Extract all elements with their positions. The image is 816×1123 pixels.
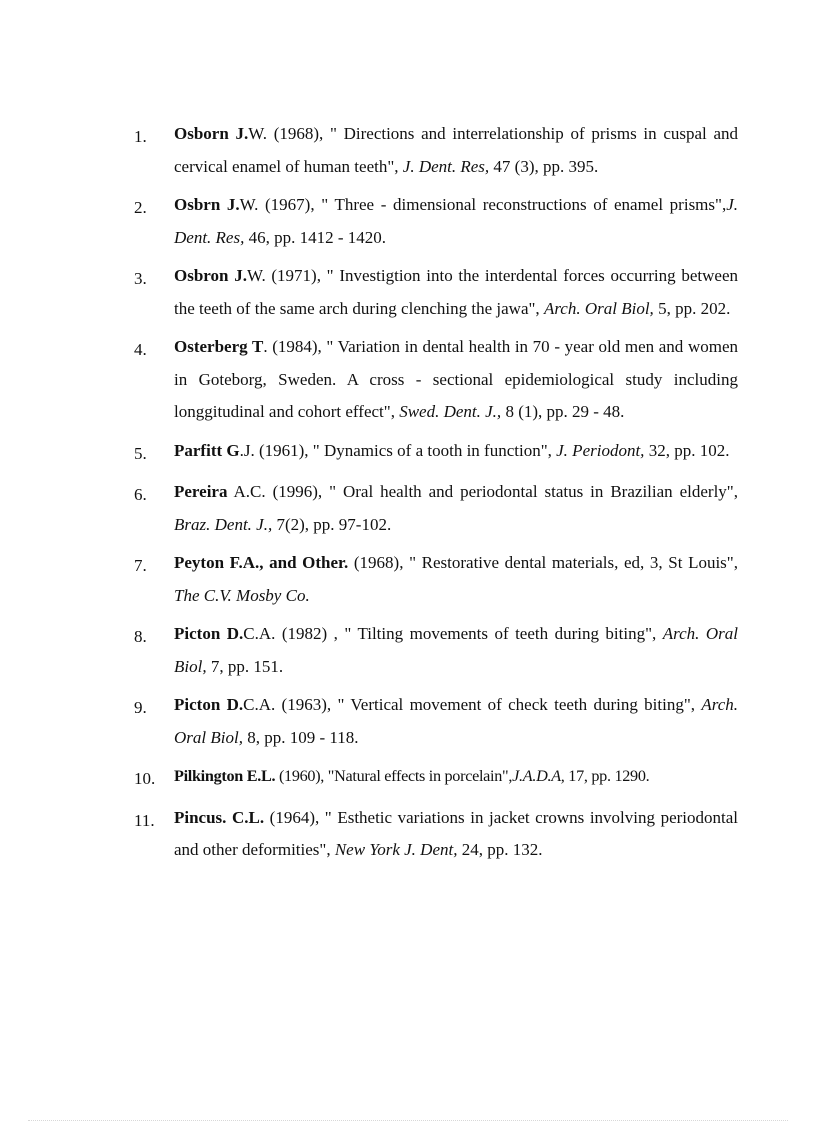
reference-author: Pereira: [174, 482, 228, 501]
reference-item: [134, 476, 738, 541]
reference-item: [134, 547, 738, 612]
reference-journal: Arch. Oral Biol,: [174, 624, 738, 676]
reference-text: [174, 260, 738, 325]
reference-number: 1.: [134, 127, 147, 146]
reference-journal: J.A.D.A,: [512, 767, 565, 785]
reference-number: 3.: [134, 269, 147, 288]
reference-number: 7.: [134, 556, 147, 575]
reference-text: [174, 118, 738, 183]
reference-item: [134, 689, 738, 754]
reference-number: 6.: [134, 485, 147, 504]
reference-journal: Arch. Oral Biol,: [543, 298, 654, 318]
reference-journal: J. Dent. Res,: [402, 156, 490, 176]
reference-text: [174, 435, 738, 468]
reference-details: .J. (1961), " Dynamics of a tooth in function",: [239, 440, 557, 460]
reference-journal: The C.V. Mosby Co.: [174, 585, 310, 605]
reference-journal: J. Dent. Res,: [174, 195, 739, 247]
reference-details: W. (1971), " Investigtion into the interdental forces occurring between the teeth of the same arch during clenching the jawa",: [174, 266, 738, 318]
reference-item: [134, 260, 738, 325]
reference-number: 11.: [134, 810, 155, 830]
reference-details: W. (1967), " Three - dimensional reconstructions of enamel prisms",: [239, 195, 727, 214]
page-bottom-divider: [28, 1120, 788, 1121]
reference-text: [174, 547, 738, 612]
reference-author: Picton D.: [174, 624, 244, 643]
reference-item: [134, 760, 738, 796]
reference-journal: Braz. Dent. J.,: [174, 514, 273, 534]
reference-pages: 7, pp. 151.: [206, 656, 284, 676]
reference-text: [174, 189, 738, 254]
reference-journal: Swed. Dent. J.,: [399, 402, 502, 421]
reference-list: [134, 118, 738, 873]
reference-item: [134, 802, 738, 867]
reference-text: [174, 331, 738, 429]
reference-pages: 5, pp. 202.: [653, 298, 731, 318]
reference-item: [134, 435, 738, 471]
reference-number: 9.: [134, 698, 147, 717]
reference-text: [174, 802, 738, 867]
reference-text: [174, 760, 738, 793]
reference-number: 4.: [134, 340, 147, 359]
reference-item: [134, 118, 738, 183]
reference-number: 2.: [134, 198, 147, 217]
reference-number: 5.: [134, 443, 147, 463]
reference-pages: 8 (1), pp. 29 - 48.: [501, 402, 625, 421]
reference-author: Parfitt G: [174, 440, 240, 460]
reference-journal: Arch. Oral Biol,: [174, 695, 738, 747]
reference-pages: 17, pp. 1290.: [564, 767, 650, 785]
reference-item: [134, 331, 738, 429]
reference-author: Pilkington E.L.: [174, 767, 276, 785]
reference-journal: New York J. Dent,: [334, 840, 458, 859]
reference-text: [174, 476, 738, 541]
reference-author: Osterberg T: [174, 337, 264, 356]
reference-journal: J. Periodont,: [556, 440, 645, 460]
reference-details: (1960), "Natural effects in porcelain",: [275, 767, 513, 785]
reference-author: Peyton F.A., and Other.: [174, 553, 349, 572]
reference-details: W. (1968), " Directions and interrelationship of prisms in cuspal and cervical enamel of human teeth",: [174, 124, 738, 176]
reference-item: [134, 189, 738, 254]
reference-details: (1968), " Restorative dental materials, ed, 3, St Louis",: [348, 553, 738, 572]
reference-pages: 8, pp. 109 - 118.: [242, 727, 359, 747]
reference-pages: 24, pp. 132.: [457, 840, 543, 859]
reference-author: Osborn J.: [174, 124, 249, 143]
reference-author: Picton D.: [174, 695, 244, 714]
reference-author: Osbrn J.: [174, 195, 240, 214]
reference-details: (1964), " Esthetic variations in jacket crowns involving periodontal and other deformities",: [174, 807, 738, 859]
reference-author: Pincus. C.L.: [174, 807, 265, 827]
reference-details: . (1984), " Variation in dental health in 70 - year old men and women in Goteborg, Sweden. A cross - sectional epidemiological study including longgitudinal and cohort effect",: [174, 337, 738, 421]
reference-details: C.A. (1963), " Vertical movement of check teeth during biting",: [243, 695, 702, 714]
reference-text: [174, 689, 738, 754]
reference-number: 10.: [134, 769, 156, 788]
reference-author: Osbron J.: [174, 266, 247, 285]
reference-pages: 46, pp. 1412 - 1420.: [244, 227, 387, 247]
reference-number: 8.: [134, 627, 147, 646]
reference-text: [174, 618, 738, 683]
reference-item: [134, 618, 738, 683]
reference-pages: 7(2), pp. 97-102.: [272, 514, 392, 534]
reference-details: A.C. (1996), " Oral health and periodontal status in Brazilian elderly",: [227, 482, 738, 501]
reference-details: C.A. (1982) , " Tilting movements of teeth during biting",: [243, 624, 663, 643]
reference-pages: 47 (3), pp. 395.: [489, 156, 599, 176]
reference-pages: 32, pp. 102.: [644, 440, 730, 460]
